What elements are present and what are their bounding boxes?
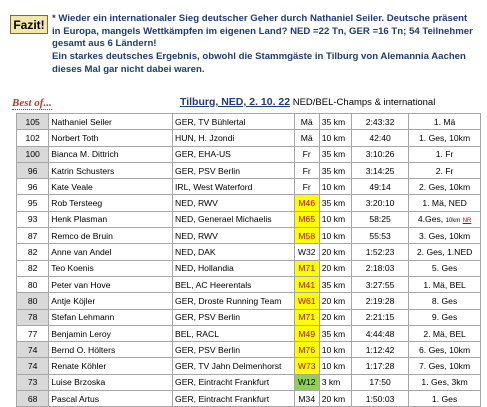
name-cell: Anne van Andel xyxy=(49,244,173,260)
table-row xyxy=(17,146,481,162)
category-cell: M71 xyxy=(294,309,319,325)
name-cell: Pascal Artus xyxy=(49,391,173,407)
club-cell: IRL, West Waterford xyxy=(173,179,295,195)
summary-line: Ein starkes deutsches Ergebnis, obwohl die Stammgäste in Tilburg von Alemannia Aachen xyxy=(52,51,466,63)
time-cell: 3:20:10 xyxy=(351,195,408,211)
name-cell: Henk Plasman xyxy=(49,211,173,227)
category-cell: M71 xyxy=(294,260,319,276)
score-cell: 78 xyxy=(17,309,49,325)
club-cell: NED, RWV xyxy=(173,195,295,211)
fazit-label: Fazit! xyxy=(10,15,48,34)
name-cell: Remco de Bruin xyxy=(49,228,173,244)
time-cell: 3:14:25 xyxy=(351,162,408,178)
category-cell: M49 xyxy=(294,325,319,341)
category-cell: M46 xyxy=(294,195,319,211)
name-cell: Stefan Lehmann xyxy=(49,309,173,325)
category-cell: W32 xyxy=(294,244,319,260)
score-cell: 100 xyxy=(17,146,49,162)
table-row xyxy=(17,293,481,309)
score-cell: 96 xyxy=(17,162,49,178)
category-cell: Fr xyxy=(294,146,319,162)
distance-cell: 35 km xyxy=(319,325,351,341)
time-cell: 1:50:03 xyxy=(351,391,408,407)
category-cell: W12 xyxy=(294,374,319,390)
place-cell: 1. Ges, 10km xyxy=(409,130,481,146)
time-cell: 2:43:32 xyxy=(351,114,408,130)
time-cell: 1:17:28 xyxy=(351,358,408,374)
score-cell: 82 xyxy=(17,244,49,260)
time-cell: 49:14 xyxy=(351,179,408,195)
category-cell: Fr xyxy=(294,162,319,178)
distance-cell: 10 km xyxy=(319,179,351,195)
distance-cell: 35 km xyxy=(319,195,351,211)
score-cell: 68 xyxy=(17,391,49,407)
summary-text xyxy=(52,13,480,76)
place-cell: 5. Ges xyxy=(409,260,481,276)
results-table xyxy=(16,113,481,407)
time-cell: 2:18:03 xyxy=(351,260,408,276)
results-body xyxy=(17,114,481,407)
score-cell: 74 xyxy=(17,358,49,374)
category-cell: Fr xyxy=(294,179,319,195)
time-cell: 4:44:48 xyxy=(351,325,408,341)
score-cell: 77 xyxy=(17,325,49,341)
distance-cell: 35 km xyxy=(319,162,351,178)
category-cell: Mä xyxy=(294,114,319,130)
name-cell: Norbert Toth xyxy=(49,130,173,146)
club-cell: GER, PSV Berlin xyxy=(173,162,295,178)
place-cell: 7. Ges, 10km xyxy=(409,358,481,374)
summary-line: dieses Mal gar nicht dabei waren. xyxy=(52,63,205,75)
club-cell: NED, Generael Michaelis xyxy=(173,211,295,227)
score-cell: 73 xyxy=(17,374,49,390)
distance-cell: 20 km xyxy=(319,244,351,260)
place-cell: 1. Mä xyxy=(409,114,481,130)
place-cell: 9. Ges xyxy=(409,309,481,325)
score-cell: 74 xyxy=(17,342,49,358)
event-title xyxy=(180,96,435,108)
place-cell: 2. Mä, BEL xyxy=(409,325,481,341)
time-cell: 58:25 xyxy=(351,211,408,227)
distance-cell: 10 km xyxy=(319,358,351,374)
table-row xyxy=(17,114,481,130)
distance-cell: 35 km xyxy=(319,276,351,292)
summary-line: in Europa, mangels Wettkämpfen im eigenen Land? NED =22 Tn, GER =16 Tn; 54 Teilnehmer xyxy=(52,25,473,37)
table-row xyxy=(17,211,481,227)
place-cell: 1. Fr xyxy=(409,146,481,162)
place-cell: 6. Ges, 10km xyxy=(409,342,481,358)
score-cell: 96 xyxy=(17,179,49,195)
place-cell: 3. Ges, 10km xyxy=(409,228,481,244)
time-cell: 2:21:15 xyxy=(351,309,408,325)
table-row xyxy=(17,195,481,211)
place-cell: 1. Mä, NED xyxy=(409,195,481,211)
category-cell: M34 xyxy=(294,391,319,407)
name-cell: Nathaniel Seiler xyxy=(49,114,173,130)
club-cell: GER, Eintracht Frankfurt xyxy=(173,391,295,407)
score-cell: 82 xyxy=(17,260,49,276)
table-row xyxy=(17,244,481,260)
club-cell: BEL, AC Heerentals xyxy=(173,276,295,292)
name-cell: Bernd O. Hölters xyxy=(49,342,173,358)
place-cell: 2. Ges, 10km xyxy=(409,179,481,195)
time-cell: 3:27:55 xyxy=(351,276,408,292)
time-cell: 3:10:26 xyxy=(351,146,408,162)
time-cell: 42:40 xyxy=(351,130,408,146)
event-place-date: Tilburg, NED, 2. 10. 22 xyxy=(180,96,291,108)
club-cell: BEL, RACL xyxy=(173,325,295,341)
place-note: 10km xyxy=(445,218,461,225)
distance-cell: 20 km xyxy=(319,309,351,325)
place-cell: 1. Ges xyxy=(409,391,481,407)
place-cell xyxy=(409,211,481,227)
place-cell: 2. Fr xyxy=(409,162,481,178)
time-cell: 1:12:42 xyxy=(351,342,408,358)
name-cell: Antje Köjler xyxy=(49,293,173,309)
score-cell: 93 xyxy=(17,211,49,227)
name-cell: Katrin Schusters xyxy=(49,162,173,178)
table-row xyxy=(17,309,481,325)
table-row xyxy=(17,228,481,244)
summary-box xyxy=(10,10,478,87)
club-cell: NED, Hollandia xyxy=(173,260,295,276)
category-cell: W73 xyxy=(294,358,319,374)
summary-line: * Wieder ein internationaler Sieg deutscher Geher durch Nathaniel Seiler. Deutsche präsent xyxy=(52,13,468,24)
category-cell: M65 xyxy=(294,211,319,227)
summary-line: gesamt aus 6 Ländern! xyxy=(52,38,157,50)
place-cell: 1. Mä, BEL xyxy=(409,276,481,292)
distance-cell: 10 km xyxy=(319,228,351,244)
club-cell: NED, DAK xyxy=(173,244,295,260)
club-cell: GER, PSV Berlin xyxy=(173,309,295,325)
club-cell: GER, PSV Berlin xyxy=(173,342,295,358)
place-main: 4.Ges, xyxy=(417,214,446,225)
score-cell: 95 xyxy=(17,195,49,211)
table-row xyxy=(17,374,481,390)
distance-cell: 20 km xyxy=(319,391,351,407)
name-cell: Renate Köhler xyxy=(49,358,173,374)
club-cell: GER, Eintracht Frankfurt xyxy=(173,374,295,390)
name-cell: Teo Koenis xyxy=(49,260,173,276)
table-row xyxy=(17,325,481,341)
table-row xyxy=(17,358,481,374)
time-cell: 2:19:28 xyxy=(351,293,408,309)
score-cell: 80 xyxy=(17,293,49,309)
event-suffix: NED/BEL-Champs & international xyxy=(290,97,436,108)
distance-cell: 10 km xyxy=(319,130,351,146)
distance-cell: 3 km xyxy=(319,374,351,390)
category-cell: W61 xyxy=(294,293,319,309)
score-cell: 105 xyxy=(17,114,49,130)
score-cell: 87 xyxy=(17,228,49,244)
time-cell: 17:50 xyxy=(351,374,408,390)
name-cell: Bianca M. Dittrich xyxy=(49,146,173,162)
table-row xyxy=(17,179,481,195)
record-badge: NR xyxy=(462,218,472,225)
club-cell: GER, TV Jahn Delmenhorst xyxy=(173,358,295,374)
score-cell: 80 xyxy=(17,276,49,292)
club-cell: NED, RWV xyxy=(173,228,295,244)
name-cell: Peter van Hove xyxy=(49,276,173,292)
name-cell: Benjamin Leroy xyxy=(49,325,173,341)
distance-cell: 35 km xyxy=(319,114,351,130)
name-cell: Luise Brzoska xyxy=(49,374,173,390)
category-cell: Mä xyxy=(294,130,319,146)
table-row xyxy=(17,130,481,146)
name-cell: Rob Tersteeg xyxy=(49,195,173,211)
club-cell: HUN, H. Jzondi xyxy=(173,130,295,146)
place-cell: 1. Ges, 3km xyxy=(409,374,481,390)
category-cell: M41 xyxy=(294,276,319,292)
place-cell: 2. Ges, 1.NED xyxy=(409,244,481,260)
best-of-heading: Best of... xyxy=(12,97,52,109)
time-cell: 1:52:23 xyxy=(351,244,408,260)
category-cell: M76 xyxy=(294,342,319,358)
distance-cell: 35 km xyxy=(319,146,351,162)
club-cell: GER, TV Bühlertal xyxy=(173,114,295,130)
club-cell: GER, EHA-US xyxy=(173,146,295,162)
place-cell: 8. Ges xyxy=(409,293,481,309)
distance-cell: 20 km xyxy=(319,293,351,309)
table-row xyxy=(17,162,481,178)
table-row xyxy=(17,276,481,292)
table-row xyxy=(17,391,481,407)
distance-cell: 10 km xyxy=(319,342,351,358)
table-row xyxy=(17,342,481,358)
distance-cell: 20 km xyxy=(319,260,351,276)
time-cell: 55:53 xyxy=(351,228,408,244)
name-cell: Kate Veale xyxy=(49,179,173,195)
club-cell: GER, Droste Running Team xyxy=(173,293,295,309)
distance-cell: 10 km xyxy=(319,211,351,227)
category-cell: M58 xyxy=(294,228,319,244)
score-cell: 102 xyxy=(17,130,49,146)
table-row xyxy=(17,260,481,276)
